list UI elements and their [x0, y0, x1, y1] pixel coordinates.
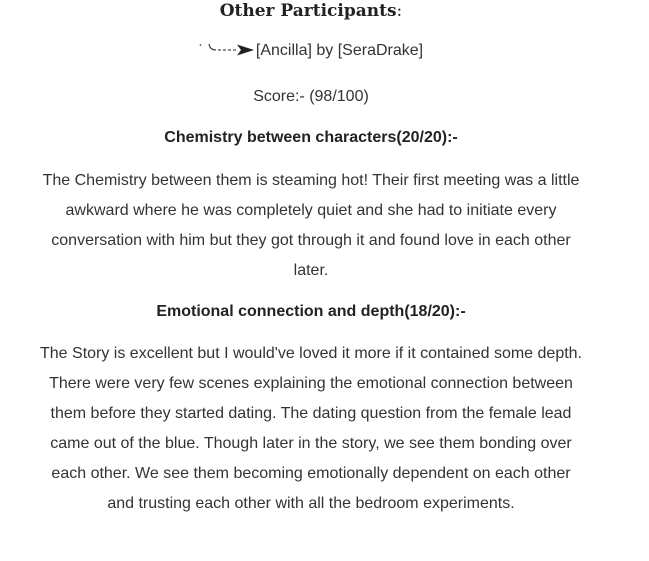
criterion-heading-emotional: Emotional connection and depth(18/20):- — [156, 303, 466, 320]
section-title-suffix: : — [396, 1, 403, 21]
criterion-body-emotional: The Story is excellent but I would've loved it more if it contained some depth. There were very few scenes explaining the emotional connection between them before they started dating. The dating question from the female lead came out of the blue. Though later in the story, we see them bonding over each other. We see them becoming emotionally dependent on each other and trusting each other with all the bedroom experiments. — [40, 345, 582, 512]
entry-line — [0, 40, 622, 62]
section-title — [0, 0, 622, 22]
score-line: Score:- (98/100) — [253, 88, 369, 105]
entry-title: [Ancilla] by [SeraDrake] — [255, 42, 424, 59]
criterion-heading-chemistry: Chemistry between characters(20/20):- — [164, 129, 458, 146]
criterion-body-chemistry: The Chemistry between them is steaming hot! Their first meeting was a little awkward where he was completely quiet and she had to initiate every conversation with him but they got through it and found love in each other later. — [42, 172, 580, 279]
curved-arrow-icon — [199, 42, 255, 56]
section-title-text: Other Participants — [219, 1, 397, 21]
